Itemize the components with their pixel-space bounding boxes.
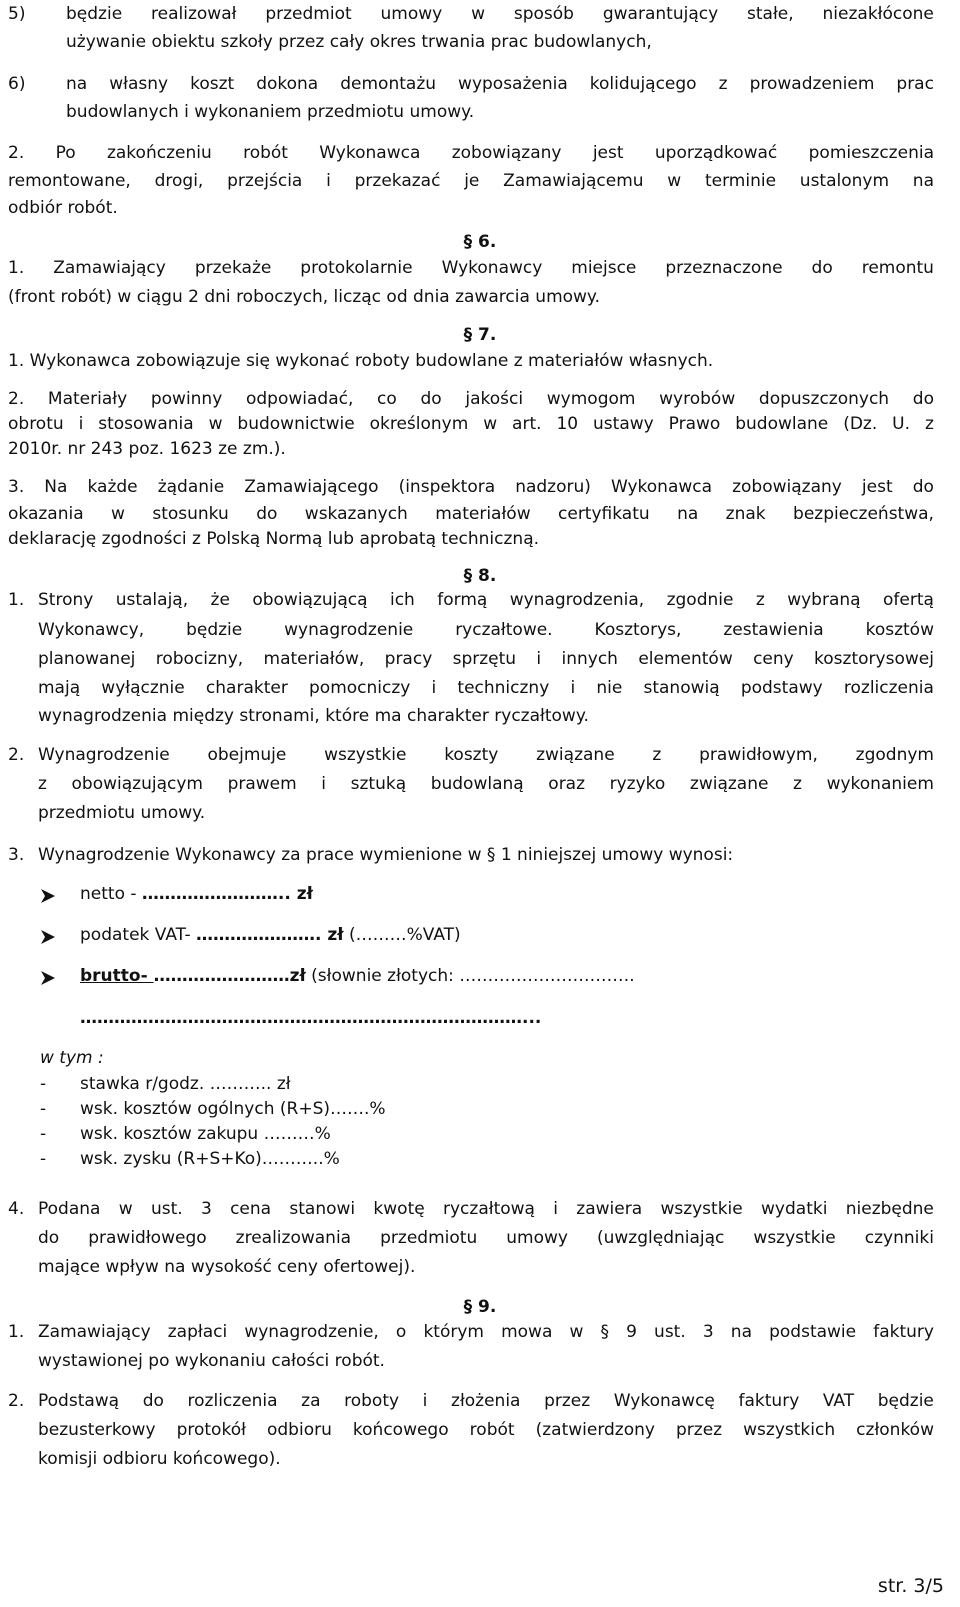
word: złożenia (451, 1391, 521, 1411)
word: dokona (256, 74, 319, 94)
word: pomieszczenia (808, 143, 934, 163)
netto-line (80, 884, 313, 904)
word: wszystkie (660, 1199, 743, 1219)
word: sprzętu (452, 649, 517, 669)
text-line: deklarację zgodności z Polską Normą lub aprobatą techniczną. (8, 529, 540, 549)
word: i (536, 649, 542, 669)
word: elementów (638, 649, 733, 669)
word: ryzyko (609, 774, 666, 794)
word: wykonaniem (826, 774, 934, 794)
word: odbioru (266, 1420, 332, 1440)
dash-marker: - (40, 1074, 47, 1094)
text-line: 2010r. nr 243 poz. 1623 ze zm.). (8, 439, 286, 459)
word: je (464, 171, 480, 191)
word: zgodnym (855, 745, 934, 765)
word: członków (856, 1420, 934, 1440)
word: 3. (8, 477, 25, 497)
word: (Dz. (843, 414, 878, 434)
word: w (483, 414, 498, 434)
brutto-line (80, 966, 635, 986)
word: jest (861, 477, 893, 497)
word: do (811, 258, 833, 278)
word: zobowiązany (451, 143, 562, 163)
word: kosztorysowej (814, 649, 934, 669)
word: zapłaci (167, 1322, 228, 1342)
word: ust. (150, 1199, 183, 1219)
word: Wykonawcy (441, 258, 543, 278)
word: miejsce (571, 258, 637, 278)
word: i (326, 171, 331, 191)
word: Materiały (47, 389, 128, 409)
word: § (600, 1322, 609, 1342)
word: do (420, 389, 442, 409)
word: remontowane, (8, 171, 131, 191)
section-heading: § 8. (463, 566, 497, 586)
word: protokół (176, 1420, 246, 1440)
justified-line (38, 1199, 934, 1219)
justified-line (8, 143, 934, 163)
justified-line (8, 389, 934, 409)
word: protokolarnie (300, 258, 413, 278)
word: określonym (369, 414, 469, 434)
word: prawidłowym, (699, 745, 818, 765)
word: faktury (738, 1391, 800, 1411)
word: w (208, 414, 223, 434)
netto-label: netto - (80, 884, 142, 904)
word: 1. (8, 258, 25, 278)
word: charakter (205, 678, 288, 698)
word: wydatki (761, 1199, 828, 1219)
word: do (142, 1391, 164, 1411)
vat-label: podatek VAT- (80, 925, 196, 945)
word: obrotu (8, 414, 64, 434)
word: przekaże (194, 258, 272, 278)
word: materiałów, (263, 649, 365, 669)
word: jakości (465, 389, 524, 409)
dash-item: wsk. kosztów ogólnych (R+S)…….% (80, 1099, 386, 1119)
vat-line (80, 925, 461, 945)
item-number: 1. (8, 590, 25, 610)
word: kosztów (865, 620, 934, 640)
word: związane (689, 774, 769, 794)
word: Strony (38, 590, 94, 610)
word: z (38, 774, 47, 794)
word: przez (676, 1420, 723, 1440)
item-number: 6) (8, 74, 26, 94)
word: i (570, 678, 576, 698)
word: umowy (380, 4, 443, 24)
word: wszystkie (324, 745, 407, 765)
section-heading: § 9. (463, 1297, 497, 1317)
word: z (755, 590, 765, 610)
word: bezusterkowy (38, 1420, 156, 1440)
word: w (569, 1322, 584, 1342)
word: żądanie (157, 477, 225, 497)
word: rozliczenia (843, 678, 934, 698)
justified-line (38, 1322, 934, 1342)
word: ust. (654, 1322, 686, 1342)
word: 9 (626, 1322, 637, 1342)
word: i (553, 1199, 558, 1219)
word: Wykonawca (319, 143, 421, 163)
word: 10 (556, 414, 579, 434)
text-line: wynagrodzenia między stronami, które ma charakter ryczałtowy. (38, 706, 589, 726)
word: stanowią (643, 678, 720, 698)
word: zobowiązany (732, 477, 842, 497)
justified-line (38, 1391, 934, 1411)
vat-percent: (………%VAT) (343, 925, 461, 945)
word: Wykonawcę (613, 1391, 715, 1411)
word: przez (544, 1391, 591, 1411)
justified-line (38, 745, 934, 765)
text-line: odbiór robót. (8, 198, 118, 218)
justified-line (38, 590, 934, 610)
word: wynagrodzenie (284, 620, 414, 640)
word: na (66, 74, 88, 94)
word: przejścia (227, 171, 303, 191)
word: ustalają, (115, 590, 189, 610)
word: przedmiotu (380, 1228, 478, 1248)
item-number: 3. (8, 845, 25, 865)
word: wyłącznie (101, 678, 185, 698)
word: gwarantujący (602, 4, 719, 24)
word: z (652, 745, 662, 765)
word: wszystkie (753, 1228, 836, 1248)
brutto-label: brutto- (80, 966, 154, 986)
word: końcowego (352, 1420, 449, 1440)
word: faktury (873, 1322, 934, 1342)
word: i (78, 414, 84, 434)
word: 2. (8, 389, 25, 409)
item-number: 2. (8, 1391, 25, 1411)
dash-item: wsk. kosztów zakupu ………% (80, 1124, 331, 1144)
word: podstawy (740, 678, 823, 698)
justified-line (66, 4, 934, 24)
justified-line (66, 74, 934, 94)
word: uporządkować (654, 143, 778, 163)
text-line: Wynagrodzenie Wykonawcy za prace wymienione w § 1 niniejszej umowy wynosi: (38, 845, 734, 865)
justified-line (38, 1420, 934, 1440)
dash-marker: - (40, 1124, 47, 1144)
word: Na (44, 477, 68, 497)
word: roboty (344, 1391, 400, 1411)
word: do (256, 504, 278, 524)
word: wynagrodzenia, (509, 590, 645, 610)
word: ich (389, 590, 415, 610)
word: z (793, 774, 802, 794)
word: ryczałtowe. (455, 620, 553, 640)
text-line: (front robót) w ciągu 2 dni roboczych, licząc od dnia zawarcia umowy. (8, 287, 600, 307)
word: U. (892, 414, 911, 434)
word: obowiązującym (71, 774, 203, 794)
word: ofertą (882, 590, 934, 610)
word: robót (243, 143, 288, 163)
word: (uwzględniając (596, 1228, 725, 1248)
word: cena (230, 1199, 272, 1219)
word: ceny (753, 649, 794, 669)
word: na (912, 171, 934, 191)
w-tym-label: w tym : (40, 1048, 104, 1068)
word: prawidłowego (88, 1228, 207, 1248)
text-line: wystawionej po wykonaniu całości robót. (38, 1351, 385, 1371)
word: niezakłócone (822, 4, 934, 24)
word: budownictwie (237, 414, 355, 434)
word: mowa (501, 1322, 553, 1342)
word: o (395, 1322, 407, 1342)
word: będzie (877, 1391, 934, 1411)
word: Wykonawcy, (38, 620, 145, 640)
dash-marker: - (40, 1149, 47, 1169)
word: prac (896, 74, 934, 94)
word: w (667, 171, 682, 191)
word: Zamawiającemu (503, 171, 644, 191)
word: wyrobów (659, 389, 736, 409)
word: czynniki (864, 1228, 934, 1248)
word: którym (423, 1322, 484, 1342)
word: wymogom (546, 389, 636, 409)
word: wszystkich (743, 1420, 836, 1440)
word: Zamawiający (53, 258, 166, 278)
word: formą (437, 590, 488, 610)
word: demontażu (340, 74, 437, 94)
brutto-dots: ……………………zł (153, 966, 306, 986)
word: ustawy (593, 414, 654, 434)
word: odpowiadać, (245, 389, 354, 409)
dash-item: wsk. zysku (R+S+Ko)………..% (80, 1149, 340, 1169)
word: jest (592, 143, 624, 163)
word: związane (536, 745, 615, 765)
word: będzie (186, 620, 243, 640)
word: umowy (506, 1228, 568, 1248)
justified-line (8, 504, 934, 524)
justified-line (8, 477, 934, 497)
word: sposób (513, 4, 574, 24)
word: ustalonym (799, 171, 890, 191)
word: materiałów (435, 504, 531, 524)
word: z (718, 74, 728, 94)
brutto-words-line: ……………………………………………………………………... (80, 1008, 542, 1028)
section-heading: § 6. (463, 232, 497, 252)
word: Kosztorys, (594, 620, 682, 640)
word: koszty (444, 745, 499, 765)
netto-dots: …………………….. zł (141, 884, 313, 904)
word: okazania (8, 504, 84, 524)
word: Prawo (668, 414, 721, 434)
text-line: przedmiotu umowy. (38, 803, 206, 823)
word: drogi, (154, 171, 204, 191)
word: pracy (384, 649, 433, 669)
word: Wynagrodzenie (38, 745, 170, 765)
word: budowlaną (430, 774, 524, 794)
word: budowlane (735, 414, 829, 434)
word: co (377, 389, 397, 409)
word: Podana (38, 1199, 101, 1219)
justified-line (38, 774, 934, 794)
word: że (210, 590, 230, 610)
word: sztuką (350, 774, 407, 794)
word: zawiera (576, 1199, 643, 1219)
word: realizował (151, 4, 237, 24)
word: do (38, 1228, 60, 1248)
word: stanowi (289, 1199, 356, 1219)
text-line: budowlanych i wykonaniem przedmiotu umowy. (66, 102, 475, 122)
word: 3 (702, 1322, 714, 1342)
word: mają (38, 678, 81, 698)
word: art. (512, 414, 542, 434)
word: stosunku (152, 504, 229, 524)
text-line: mające wpływ na wysokość ceny ofertowej). (38, 1257, 416, 1277)
word: za (301, 1391, 321, 1411)
word: robocizny, (155, 649, 244, 669)
word: robót (469, 1420, 515, 1440)
item-number: 1. (8, 1322, 25, 1342)
justified-line (38, 620, 934, 640)
word: techniczny (457, 678, 550, 698)
word: pomocniczy (309, 678, 411, 698)
word: dopuszczonych (758, 389, 890, 409)
word: wyposażenia (458, 74, 568, 94)
word: prowadzeniem (749, 74, 875, 94)
word: nadzoru) (515, 477, 591, 497)
word: do (912, 477, 934, 497)
word: podstawie (769, 1322, 857, 1342)
justified-line (8, 258, 934, 278)
word: przekazać (354, 171, 441, 191)
word: koszt (190, 74, 235, 94)
justified-line (8, 414, 934, 434)
text-line: 1. Wykonawca zobowiązuje się wykonać roboty budowlane z materiałów własnych. (8, 351, 714, 371)
word: i (431, 678, 437, 698)
word: stałe, (747, 4, 794, 24)
text-line: używanie obiektu szkoły przez cały okres trwania prac budowlanych, (66, 32, 652, 52)
word: terminie (704, 171, 777, 191)
word: w (111, 504, 125, 524)
justified-line (38, 649, 934, 669)
word: powinny (150, 389, 223, 409)
word: zakończeniu (106, 143, 212, 163)
word: Zamawiający (38, 1322, 151, 1342)
word: przedmiot (265, 4, 352, 24)
word: zestawienia (723, 620, 824, 640)
word: planowanej (38, 649, 136, 669)
brutto-words: (słownie złotych: …………………………. (305, 966, 635, 986)
word: oraz (548, 774, 586, 794)
word: znak (725, 504, 766, 524)
word: na (677, 504, 699, 524)
word: obowiązującą (252, 590, 368, 610)
word: będzie (66, 4, 123, 24)
word: na (730, 1322, 752, 1342)
word: i (422, 1391, 428, 1411)
word: certyfikatu (558, 504, 650, 524)
dash-marker: - (40, 1099, 47, 1119)
word: nie (596, 678, 623, 698)
word: 3 (200, 1199, 212, 1219)
word: rozliczenia (187, 1391, 278, 1411)
word: w (118, 1199, 133, 1219)
justified-line (38, 678, 934, 698)
word: wskazanych (304, 504, 408, 524)
dash-item: stawka r/godz. ……….. zł (80, 1074, 291, 1094)
word: zrealizowania (235, 1228, 352, 1248)
page-number: str. 3/5 (877, 1575, 944, 1597)
justified-line (38, 1228, 934, 1248)
word: Zamawiającego (244, 477, 379, 497)
word: z (924, 414, 934, 434)
justified-line (8, 171, 934, 191)
word: innych (561, 649, 618, 669)
word: ryczałtową (443, 1199, 535, 1219)
word: w (471, 4, 485, 24)
section-heading: § 7. (463, 325, 497, 345)
word: bezpieczeństwa, (793, 504, 934, 524)
word: Wykonawca (610, 477, 713, 497)
word: wynagrodzenie, (244, 1322, 379, 1342)
word: remontu (861, 258, 934, 278)
word: przeznaczone (665, 258, 783, 278)
word: wybraną (787, 590, 861, 610)
word: kolidującego (589, 74, 697, 94)
word: kwotę (373, 1199, 425, 1219)
word: obejmuje (207, 745, 287, 765)
word: do (912, 389, 934, 409)
word: Podstawą (38, 1391, 120, 1411)
word: 2. (8, 143, 25, 163)
item-number: 4. (8, 1199, 25, 1219)
text-line: komisji odbioru końcowego). (38, 1449, 281, 1469)
word: VAT (822, 1391, 855, 1411)
word: stosowania (98, 414, 194, 434)
vat-dots: …………………. zł (196, 925, 344, 945)
word: każde (87, 477, 138, 497)
word: zgodnie (666, 590, 734, 610)
word: prawem (227, 774, 297, 794)
word: niezbędne (845, 1199, 934, 1219)
word: (inspektora (398, 477, 496, 497)
item-number: 2. (8, 745, 25, 765)
word: własny (109, 74, 169, 94)
word: Po (55, 143, 76, 163)
word: i (321, 774, 327, 794)
item-number: 5) (8, 4, 26, 24)
word: (zatwierdzony (535, 1420, 655, 1440)
